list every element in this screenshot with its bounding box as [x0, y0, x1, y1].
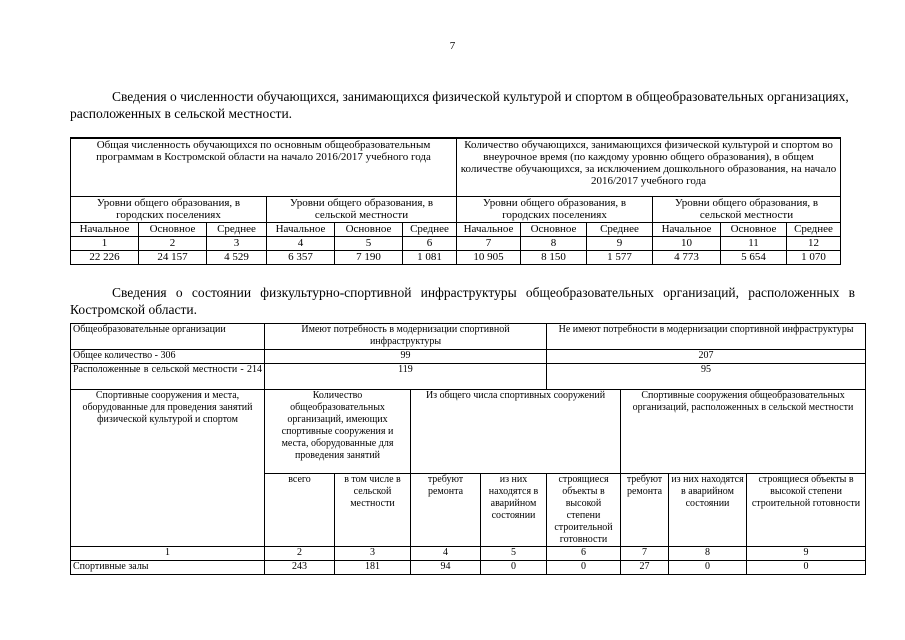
column-number: 5 — [481, 547, 547, 561]
heading-infrastructure: Сведения о состоянии физкультурно-спортивной инфраструктуры общеобразовательных организаций, расположенных в Костромской области. — [70, 285, 855, 317]
level-cell: Начальное — [267, 222, 335, 236]
level-cell: Начальное — [71, 222, 139, 236]
value-cell: 0 — [669, 561, 747, 575]
column-number: 4 — [411, 547, 481, 561]
value-cell: 5 654 — [721, 250, 787, 264]
of-total-header: Из общего числа спортивных сооружений — [411, 390, 621, 474]
column-number: 7 — [621, 547, 669, 561]
column-number: 10 — [653, 236, 721, 250]
sub-header: требуют ремонта — [621, 474, 669, 547]
level-cell: Основное — [335, 222, 403, 236]
value-cell: 0 — [747, 561, 866, 575]
sub-rural-2: Уровни общего образования, в сельской местности — [653, 196, 841, 222]
row-label: Спортивные залы — [71, 561, 265, 575]
count-header: Количество общеобразовательных организаций, имеющих спортивные сооружения и места, оборудованные для проведения занятий — [265, 390, 411, 474]
column-number: 4 — [267, 236, 335, 250]
sub-header: из них находятся в аварийном состоянии — [481, 474, 547, 547]
level-cell: Начальное — [457, 222, 521, 236]
column-number: 11 — [721, 236, 787, 250]
value-cell: 6 357 — [267, 250, 335, 264]
level-cell: Среднее — [207, 222, 267, 236]
level-cell: Среднее — [587, 222, 653, 236]
infrastructure-table — [70, 323, 866, 575]
sub-header: требуют ремонта — [411, 474, 481, 547]
column-number: 5 — [335, 236, 403, 250]
column-number: 2 — [139, 236, 207, 250]
column-number: 1 — [71, 236, 139, 250]
level-cell: Основное — [521, 222, 587, 236]
value-cell: 0 — [481, 561, 547, 575]
rural-noneed: 95 — [547, 364, 866, 390]
value-cell: 27 — [621, 561, 669, 575]
column-number: 6 — [403, 236, 457, 250]
value-cell: 243 — [265, 561, 335, 575]
level-cell: Основное — [139, 222, 207, 236]
value-cell: 94 — [411, 561, 481, 575]
value-cell: 1 070 — [787, 250, 841, 264]
value-cell: 7 190 — [335, 250, 403, 264]
org-header: Общеобразовательные организации — [71, 324, 265, 350]
level-cell: Начальное — [653, 222, 721, 236]
sub-header: из них находятся в аварийном состоянии — [669, 474, 747, 547]
value-cell: 24 157 — [139, 250, 207, 264]
level-cell: Среднее — [403, 222, 457, 236]
value-cell: 4 529 — [207, 250, 267, 264]
column-number: 12 — [787, 236, 841, 250]
page-number: 7 — [449, 40, 456, 52]
column-number: 8 — [521, 236, 587, 250]
value-cell: 10 905 — [457, 250, 521, 264]
sub-header: в том числе в сельской местности — [335, 474, 411, 547]
column-number: 3 — [207, 236, 267, 250]
sub-urban-2: Уровни общего образования, в городских поселениях — [457, 196, 653, 222]
value-cell: 1 081 — [403, 250, 457, 264]
column-number: 2 — [265, 547, 335, 561]
value-cell: 181 — [335, 561, 411, 575]
sub-header: всего — [265, 474, 335, 547]
column-number: 9 — [747, 547, 866, 561]
total-noneed: 207 — [547, 350, 866, 364]
group-total-students: Общая численность обучающихся по основным общеобразовательным программам в Костромской области на начало 2016/2017 учебного года — [71, 138, 457, 196]
value-cell: 8 150 — [521, 250, 587, 264]
rural-facilities-header: Спортивные сооружения общеобразовательных организаций, расположенных в сельской местности — [621, 390, 866, 474]
facilities-header: Спортивные сооружения и места, оборудованные для проведения занятий физической культурой и спортом — [71, 390, 265, 547]
column-number: 8 — [669, 547, 747, 561]
column-number: 7 — [457, 236, 521, 250]
value-cell: 1 577 — [587, 250, 653, 264]
total-label: Общее количество - 306 — [71, 350, 265, 364]
sub-rural-1: Уровни общего образования, в сельской местности — [267, 196, 457, 222]
total-need: 99 — [265, 350, 547, 364]
group-sport-students: Количество обучающихся, занимающихся физической культурой и спортом во внеурочное время (по каждому уровню общего образования), в общем количестве обучающихся, за исключением дошкольного образования, на начало 2016/2017 учебного года — [457, 138, 841, 196]
need-header: Имеют потребность в модернизации спортивной инфраструктуры — [265, 324, 547, 350]
heading-students: Сведения о численности обучающихся, занимающихся физической культурой и спортом в общеобразовательных организациях, расположенных в сельской местности. — [70, 89, 849, 121]
sub-urban-1: Уровни общего образования, в городских поселениях — [71, 196, 267, 222]
column-number: 9 — [587, 236, 653, 250]
column-number: 1 — [71, 547, 265, 561]
value-cell: 0 — [547, 561, 621, 575]
column-number: 3 — [335, 547, 411, 561]
sub-header: строящиеся объекты в высокой степени строительной готовности — [747, 474, 866, 547]
rural-label: Расположенные в сельской местности - 214 — [71, 364, 265, 390]
sub-header: строящиеся объекты в высокой степени строительной готовности — [547, 474, 621, 547]
rural-need: 119 — [265, 364, 547, 390]
value-cell: 4 773 — [653, 250, 721, 264]
level-cell: Среднее — [787, 222, 841, 236]
value-cell: 22 226 — [71, 250, 139, 264]
noneed-header: Не имеют потребности в модернизации спортивной инфраструктуры — [547, 324, 866, 350]
level-cell: Основное — [721, 222, 787, 236]
column-number: 6 — [547, 547, 621, 561]
students-table — [70, 137, 841, 265]
